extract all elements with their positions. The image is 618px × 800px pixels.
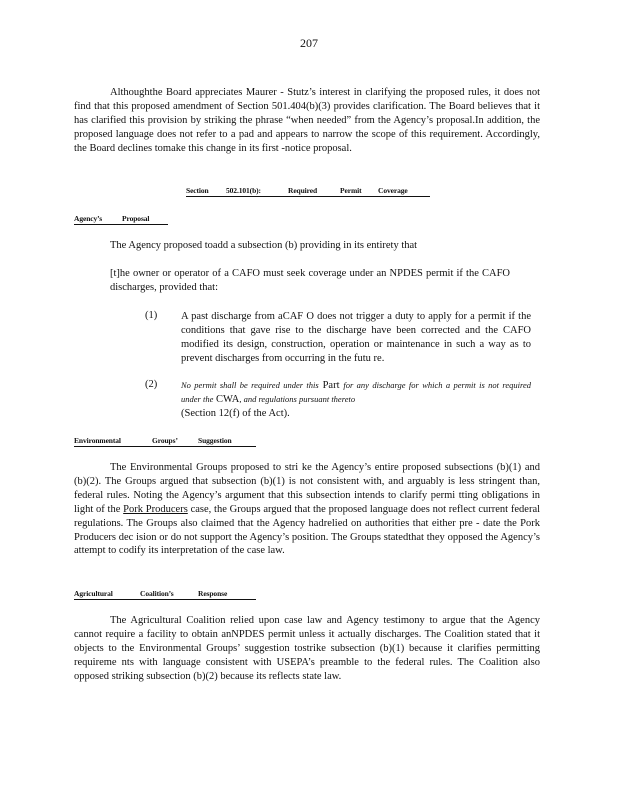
heading-word: Required — [288, 186, 318, 195]
heading-word: 502.101(b): — [226, 186, 261, 195]
heading-word: Groups’ — [152, 436, 178, 445]
paragraph-board-response — [74, 86, 540, 156]
section-heading — [186, 186, 430, 197]
heading-word: Environmental — [74, 436, 121, 445]
quoted-rule-intro: [t]he owner or operator of a CAFO must seek coverage under an NPDES permit if the CAFO discharges, provided that: — [110, 268, 510, 293]
case-name: Pork Producers — [123, 503, 188, 515]
agency-proposal-heading — [74, 214, 168, 225]
item-text: No permit shall be required under this Part for any discharge for which a permit is not required under the CWA, and regulations pursuant thereto (Section 12(f) of the Act). — [181, 380, 532, 419]
heading-word: Agency’s — [74, 214, 103, 223]
agency-intro: The Agency proposed toadd a subsection (b) providing in its entirety that — [110, 240, 418, 251]
heading-word: Coalition’s — [140, 589, 174, 598]
heading-word: Response — [198, 589, 228, 598]
paragraph-text: Althoughthe Board appreciates Maurer - Stutz’s interest in clarifying the proposed rules, it does not find that this proposed amendment of Section 501.404(b)(3) provides clarification. The Board believes that it has clarified this provision by striking the phrase “when needed” from the Agency’s proposal.In addition, the proposed language does not refer to a pad and appears to narrow the scope of this requirement. Accordingly, the Board declines tomake this change in its first -notice proposal. — [74, 87, 540, 154]
heading-word: Agricultural — [74, 589, 113, 598]
agricultural-coalition-heading — [74, 589, 256, 600]
heading-word: Proposal — [122, 214, 150, 223]
heading-word: Coverage — [378, 186, 408, 195]
item-text: A past discharge from aCAF O does not trigger a duty to apply for a permit if the conditions that gave rise to the discharge have been corrected and the CAFO modified its design, construction, operation or maintenance in such a way as to prevent discharges from occurring in the futu re. — [181, 311, 531, 364]
paragraph-environmental-groups: The Environmental Groups proposed to stri ke the Agency’s entire proposed subsections (b)(1) and (b)(2). The Groups argued that subsection (b)(1) is not consistent with, and arguably is less stringent than, federal rules. Noting the Agency’s argument that this subsection intends to clarify permi tting obligations in light of the Pork Producers case, the Groups argued that the proposed language does not reflect current federal regulations. The Groups also claimed that the Agency hadrelied on authorities that either pre - date the Pork Producers dec ision or do not support the Agency’s position. The Groups statedthat they opposed the Agency’s attempt to codify its interpretation of the case law. — [74, 462, 541, 557]
heading-word: Section — [186, 186, 209, 195]
page-number: 207 — [300, 36, 318, 50]
item-number: (2) — [145, 379, 158, 390]
environmental-groups-heading — [74, 436, 256, 447]
heading-word: Suggestion — [198, 436, 232, 445]
paragraph-agricultural-coalition: The Agricultural Coalition relied upon case law and Agency testimony to argue that the Agency cannot require a facility to obtain anNPDES permit unless it actually discharges. The Coalition stated that it objects to the Environmental Groups’ suggestion tostrike subsection (b)(1) because it clarifies permitting requireme nts with language consistent with USEPA’s preamble to the federal rules. The Coalition also opposed striking subsection (b)(2) because its reflects state law. — [74, 615, 540, 682]
heading-word: Permit — [340, 186, 362, 195]
item-number: (1) — [145, 310, 158, 321]
